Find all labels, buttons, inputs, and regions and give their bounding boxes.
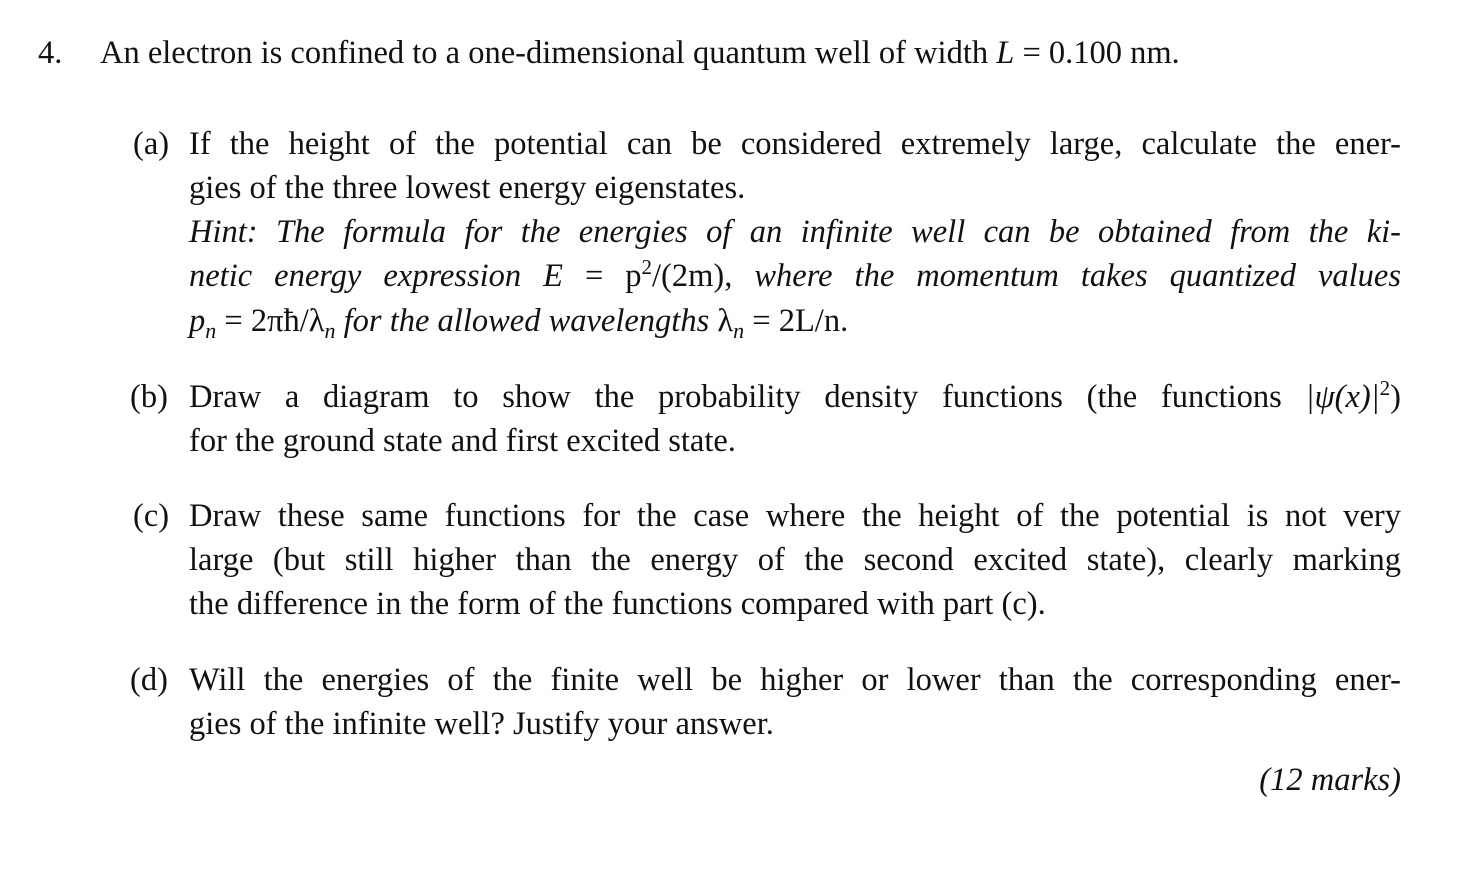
- wavelength-subscript: n: [324, 318, 336, 343]
- momentum-subscript: n: [205, 318, 217, 343]
- part-a-label: (a): [133, 126, 170, 162]
- kinetic-energy-formula: [543, 255, 733, 294]
- stem-variable: L: [996, 35, 1015, 71]
- energy-symbol: E: [543, 258, 563, 294]
- momentum-formula: = 2πħ/λ: [216, 303, 325, 339]
- equals-sign: =: [562, 258, 626, 294]
- part-c-label: (c): [133, 498, 170, 534]
- part-d-line-2: gies of the infinite well? Justify your answer.: [189, 706, 774, 742]
- hint-text-pre: netic energy expression: [189, 258, 522, 294]
- part-b-line-1: [189, 377, 1401, 417]
- part-a-line-2: gies of the three lowest energy eigenstates.: [189, 170, 746, 206]
- part-b-line-2: for the ground state and first excited state.: [189, 423, 736, 459]
- part-c-line-2: large (but still higher than the energy of the second excited state), clearly marking: [189, 542, 1401, 578]
- hint-text-mid: for the allowed wavelengths: [343, 303, 710, 339]
- wavelength-formula: = 2L/n.: [744, 303, 849, 339]
- exponent: 2: [1379, 376, 1391, 400]
- close-paren: ): [1390, 379, 1401, 415]
- momentum-symbol: p: [625, 258, 642, 294]
- part-a-hint-line-1: Hint: The formula for the energies of an infinite well can be obtained from the ki-: [189, 214, 1401, 250]
- part-c-line-1: Draw these same functions for the case where the height of the potential is not very: [189, 498, 1401, 534]
- momentum-symbol: p: [189, 303, 206, 339]
- part-a-hint-line-2: [189, 256, 1401, 296]
- formula-denominator: /(2m),: [652, 258, 733, 294]
- probability-density-expression: [1305, 376, 1401, 415]
- part-c-line-3: the difference in the form of the functions compared with part (c).: [189, 586, 1046, 622]
- part-b-text: Draw a diagram to show the probability density functions (the functions: [189, 379, 1282, 415]
- marks-allocation: (12 marks): [1259, 762, 1401, 798]
- wavelength-subscript: n: [733, 318, 745, 343]
- psi-modulus: |ψ(x)|: [1305, 379, 1380, 415]
- part-d-line-1: Will the energies of the finite well be higher or lower than the corresponding ener-: [189, 662, 1401, 698]
- stem-text: An electron is confined to a one-dimensional quantum well of width: [100, 35, 989, 71]
- wavelength-symbol: λ: [717, 303, 734, 339]
- part-a-line-1: If the height of the potential can be considered extremely large, calculate the ener-: [189, 126, 1401, 162]
- part-d-label: (d): [130, 662, 168, 698]
- question-number: 4.: [38, 35, 63, 71]
- hint-text-post: where the momentum takes quantized values: [754, 258, 1401, 294]
- stem-value: = 0.100 nm.: [1022, 35, 1180, 71]
- part-b-label: (b): [130, 379, 168, 415]
- exponent: 2: [641, 255, 653, 279]
- part-a-hint-line-3: [189, 301, 848, 341]
- question-stem: [100, 33, 1180, 73]
